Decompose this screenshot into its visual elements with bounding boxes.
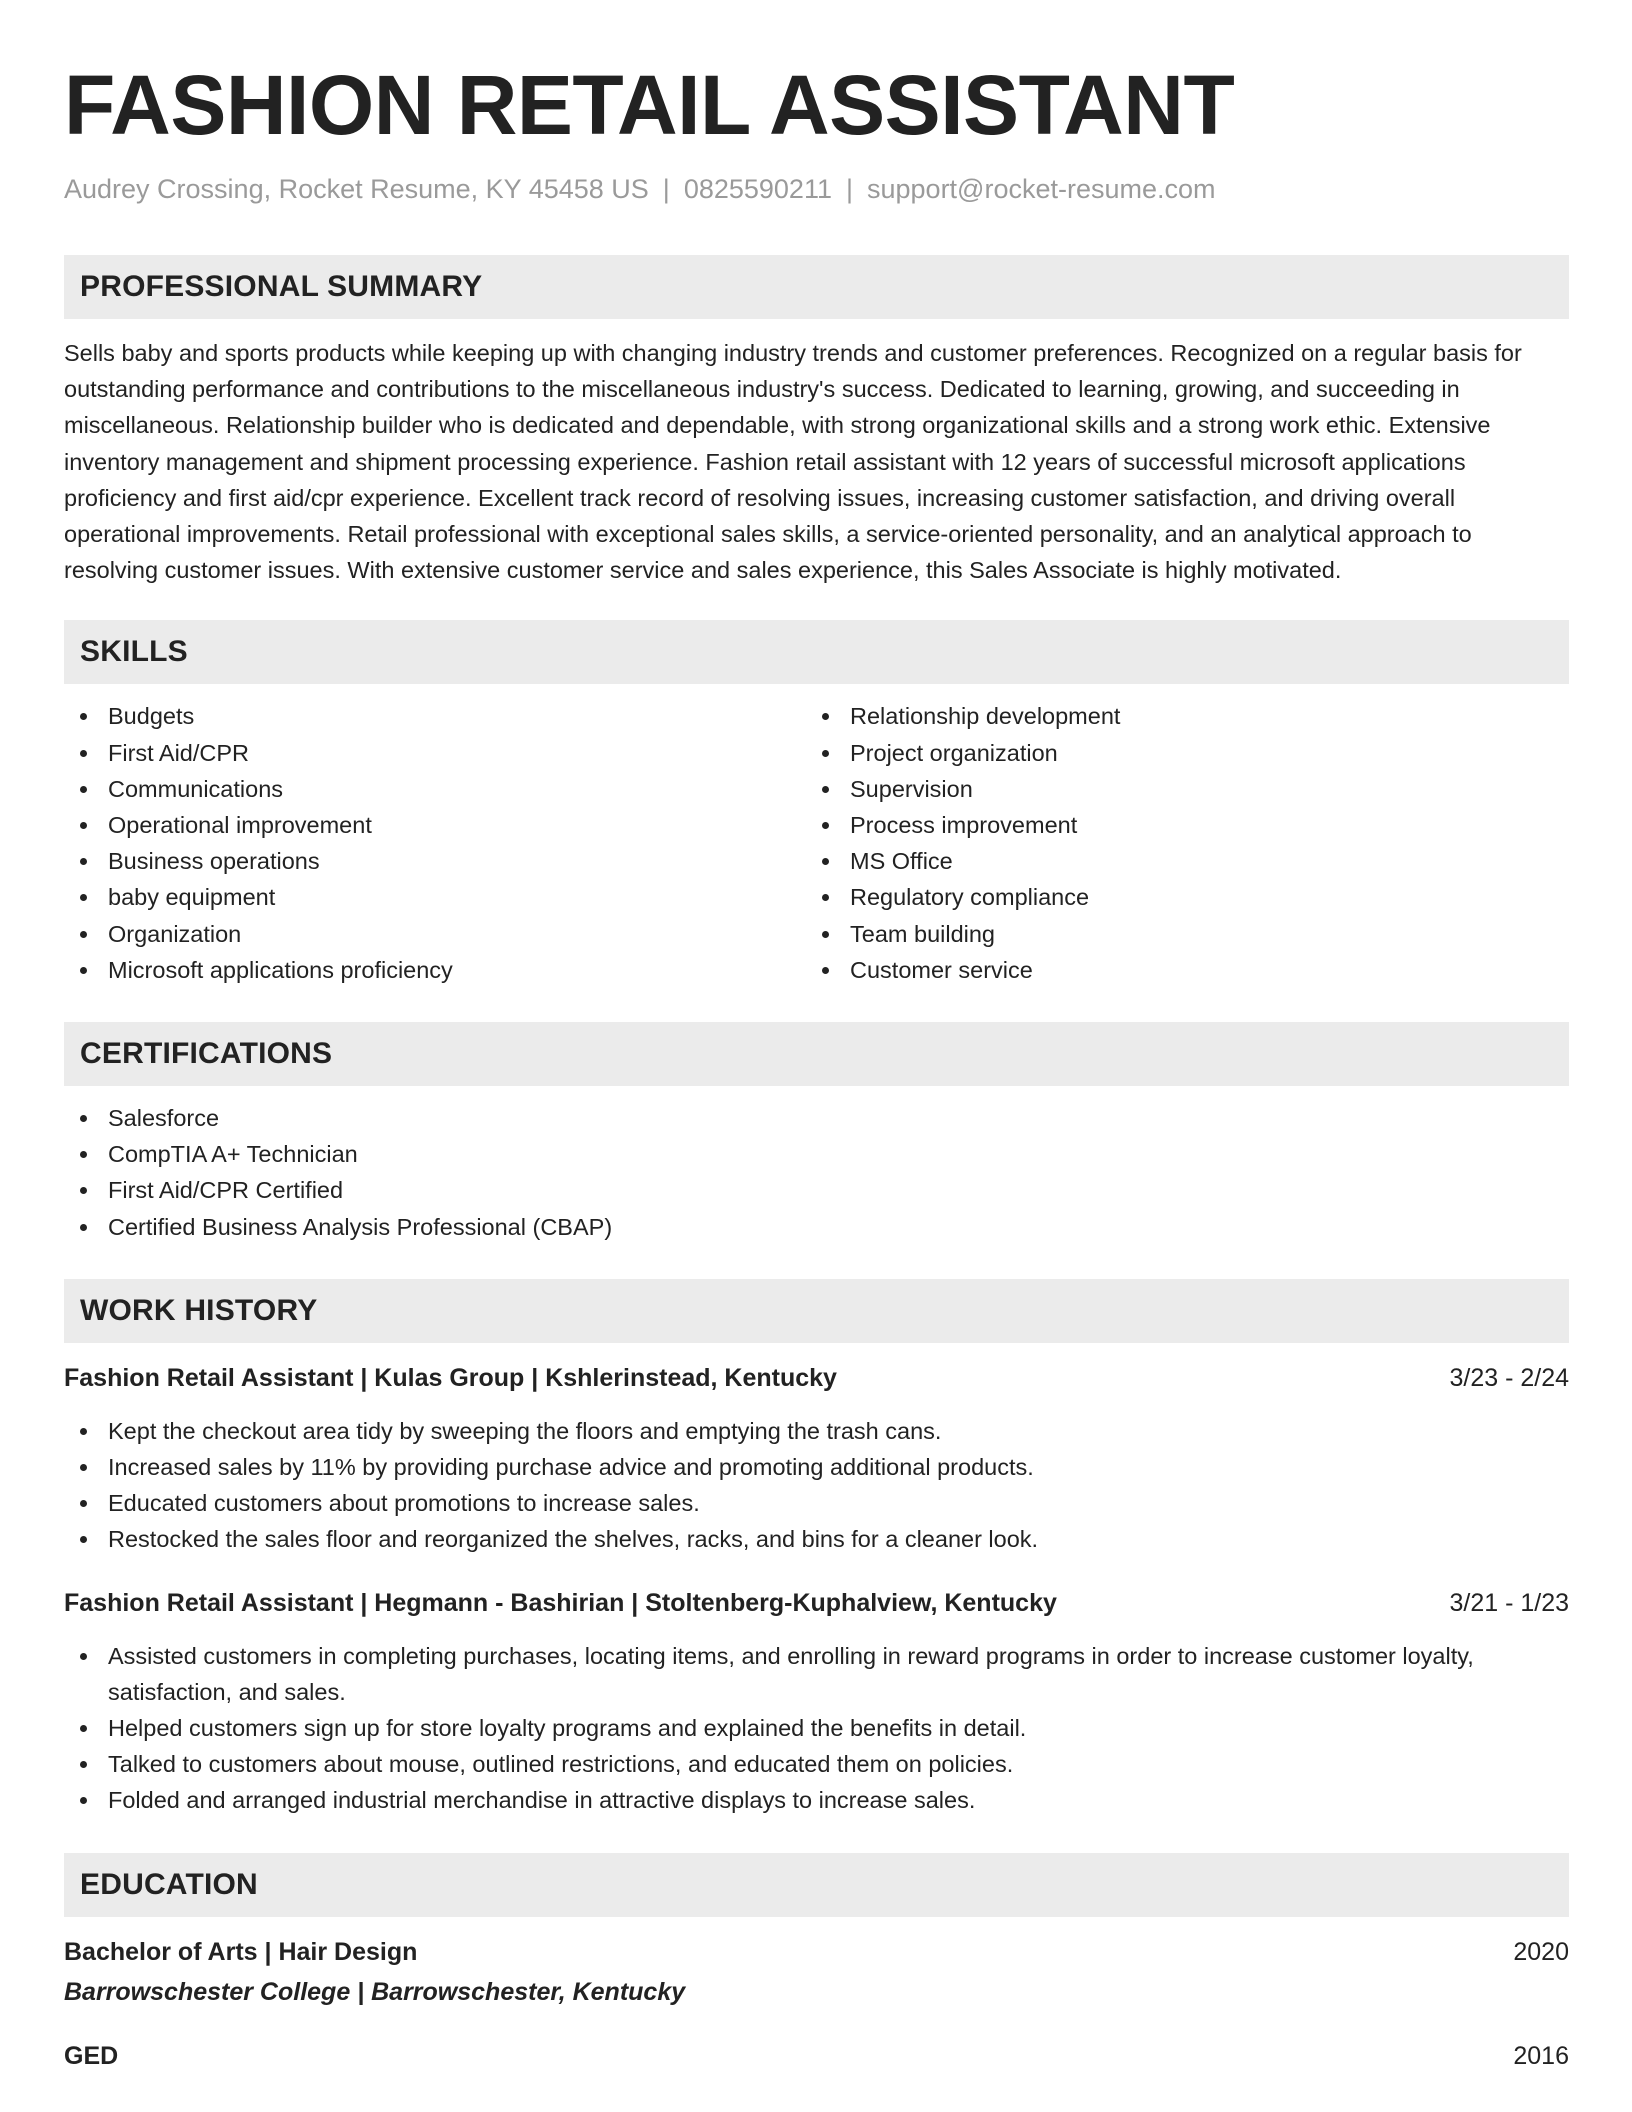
- skill-item: Budgets: [64, 698, 806, 734]
- skill-item: Business operations: [64, 843, 806, 879]
- skill-item: Regulatory compliance: [806, 879, 1548, 915]
- job-title: Fashion Retail Assistant | Kulas Group | Kshlerinstead, Kentucky: [64, 1363, 837, 1392]
- resume-title: FASHION RETAIL ASSISTANT: [64, 58, 1235, 152]
- skill-item: First Aid/CPR: [64, 735, 806, 771]
- job-title: Fashion Retail Assistant | Hegmann - Bashirian | Stoltenberg-Kuphalview, Kentucky: [64, 1588, 1057, 1617]
- job-bullet: Increased sales by 11% by providing purchase advice and promoting additional products.: [64, 1449, 1569, 1485]
- section-heading-summary: PROFESSIONAL SUMMARY: [64, 255, 1569, 319]
- job-bullets: [64, 1638, 1569, 1819]
- job-bullet: Educated customers about promotions to increase sales.: [64, 1485, 1569, 1521]
- section-heading-work-history: WORK HISTORY: [64, 1279, 1569, 1343]
- section-heading-certifications: CERTIFICATIONS: [64, 1022, 1569, 1086]
- job-header: [64, 1361, 1569, 1395]
- job-bullet: Folded and arranged industrial merchandise in attractive displays to increase sales.: [64, 1782, 1569, 1818]
- education-entry: [64, 1935, 1569, 2009]
- resume-page: [64, 58, 1569, 2073]
- certification-item: CompTIA A+ Technician: [64, 1136, 1569, 1172]
- certification-item: Certified Business Analysis Professional (CBAP): [64, 1209, 1569, 1245]
- skill-item: Process improvement: [806, 807, 1548, 843]
- skill-item: Customer service: [806, 952, 1548, 988]
- job-entry: [64, 1586, 1569, 1819]
- skill-item: Organization: [64, 916, 806, 952]
- contact-separator: |: [845, 174, 853, 204]
- job-header: [64, 1586, 1569, 1620]
- education-degree: Bachelor of Arts | Hair Design: [64, 1937, 418, 1966]
- skill-item: Team building: [806, 916, 1548, 952]
- skills-grid: [64, 698, 1569, 988]
- contact-phone: 0825590211: [683, 174, 832, 204]
- job-bullets: [64, 1413, 1569, 1558]
- job-bullet: Kept the checkout area tidy by sweeping the floors and emptying the trash cans.: [64, 1413, 1569, 1449]
- job-dates: 3/23 - 2/24: [1449, 1363, 1569, 1392]
- certification-item: Salesforce: [64, 1100, 1569, 1136]
- job-entry: [64, 1361, 1569, 1558]
- education-school: Barrowschester College | Barrowschester, Kentucky: [64, 1977, 686, 2006]
- skill-item: baby equipment: [64, 879, 806, 915]
- skills-column-left: [64, 698, 806, 988]
- contact-separator: |: [662, 174, 670, 204]
- education-header: [64, 2039, 1569, 2073]
- certifications-list: [64, 1100, 1569, 1245]
- skill-item: Supervision: [806, 771, 1548, 807]
- skill-item: Microsoft applications proficiency: [64, 952, 806, 988]
- education-entry: [64, 2039, 1569, 2073]
- skills-list-right: [806, 698, 1548, 988]
- skills-column-right: [806, 698, 1548, 988]
- skill-item: Operational improvement: [64, 807, 806, 843]
- skill-item: Communications: [64, 771, 806, 807]
- section-heading-education: EDUCATION: [64, 1853, 1569, 1917]
- contact-line: [64, 172, 1569, 206]
- skills-list-left: [64, 698, 806, 988]
- summary-text: Sells baby and sports products while keeping up with changing industry trends and customer preferences. Recognized on a regular basis for outstanding performance and contributions to the miscellaneous industry's success. Dedicated to learning, growing, and succeeding in miscellaneous. Relationship builder who is dedicated and dependable, with strong organizational skills and a strong work ethic. Extensive inventory management and shipment processing experience. Fashion retail assistant with 12 years of successful microsoft applications proficiency and first aid/cpr experience. Excellent track record of resolving issues, increasing customer satisfaction, and driving overall operational improvements. Retail professional with exceptional sales skills, a service-oriented personality, and an analytical approach to resolving customer issues. With extensive customer service and sales experience, this Sales Associate is highly motivated.: [64, 340, 1522, 584]
- job-bullet: Assisted customers in completing purchases, locating items, and enrolling in reward programs in order to increase customer loyalty, satisfaction, and sales.: [64, 1638, 1569, 1710]
- education-year: 2020: [1513, 1937, 1569, 1966]
- skill-item: MS Office: [806, 843, 1548, 879]
- contact-address: Audrey Crossing, Rocket Resume, KY 45458 US: [64, 174, 649, 204]
- skill-item: Project organization: [806, 735, 1548, 771]
- education-degree: GED: [64, 2041, 119, 2070]
- job-bullet: Talked to customers about mouse, outlined restrictions, and educated them on policies.: [64, 1746, 1569, 1782]
- skill-item: Relationship development: [806, 698, 1548, 734]
- education-year: 2016: [1513, 2041, 1569, 2070]
- section-heading-skills: SKILLS: [64, 620, 1569, 684]
- job-dates: 3/21 - 1/23: [1449, 1588, 1569, 1617]
- contact-email: support@rocket-resume.com: [867, 174, 1216, 204]
- certification-item: First Aid/CPR Certified: [64, 1172, 1569, 1208]
- job-bullet: Helped customers sign up for store loyalty programs and explained the benefits in detail.: [64, 1710, 1569, 1746]
- job-bullet: Restocked the sales floor and reorganized the shelves, racks, and bins for a cleaner look.: [64, 1521, 1569, 1557]
- education-header: [64, 1935, 1569, 1969]
